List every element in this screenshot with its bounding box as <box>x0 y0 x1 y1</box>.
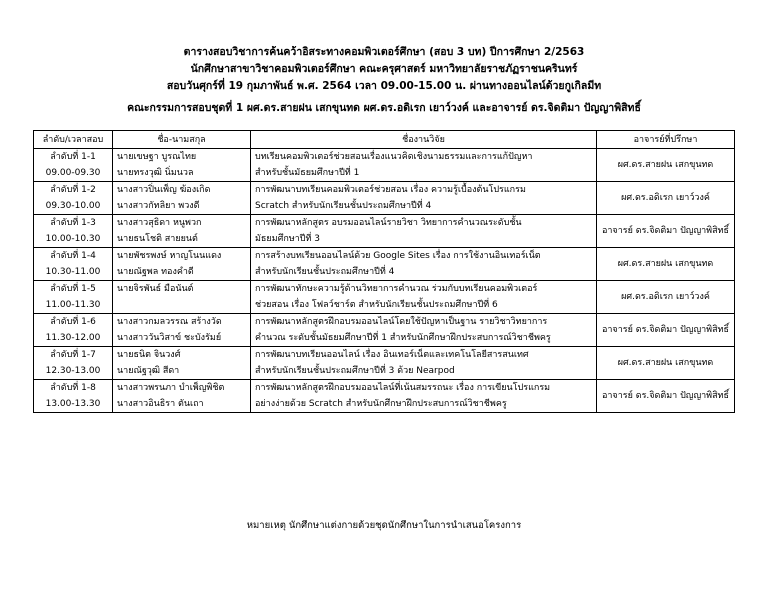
research-title-line: สำหรับนักเรียนชั้นประถมศึกษาปีที่ 3 ด้วย Nearpod <box>255 366 455 376</box>
advisor-cell: ผศ.ดร.สายฝน เสกขุนทด <box>597 347 735 380</box>
table-row <box>34 182 735 215</box>
student-name: นายธนิต จินวงศ์ <box>117 350 181 360</box>
seq-time-cell <box>34 281 113 314</box>
research-title-line: การพัฒนาบทเรียนออนไลน์ เรื่อง อินเทอร์เน็ตและเทคโนโลยีสารสนเทศ <box>255 350 529 360</box>
research-title-line: มัธยมศึกษาปีที่ 3 <box>255 234 321 244</box>
header-name: ชื่อ-นามสกุล <box>113 131 251 149</box>
exam-time: 12.30-13.00 <box>45 366 101 376</box>
document-title: ตารางสอบวิชาการค้นคว้าอิสระทางคอมพิวเตอร์ศึกษา (สอบ 3 บท) ปีการศึกษา 2/2563 <box>183 46 585 58</box>
research-title-line: การพัฒนาบทเรียนคอมพิวเตอร์ช่วยสอน เรื่อง ความรู้เบื้องต้นโปรแกรม <box>255 185 526 195</box>
research-title-cell <box>251 182 597 215</box>
student-name: นางสาวสุธิดา หนูพวก <box>117 218 202 228</box>
advisor-cell: อาจารย์ ดร.จิดติมา ปัญญาพิสิทธิ์ <box>597 314 735 347</box>
names-cell <box>113 380 251 413</box>
table-header-row <box>34 131 735 149</box>
student-name: นายธนโชติ สายยนต์ <box>117 234 198 244</box>
header-seq-time: ลำดับ/เวลาสอบ <box>34 131 113 149</box>
exam-time: 11.00-11.30 <box>45 300 101 310</box>
seq-time-cell <box>34 347 113 380</box>
student-name <box>117 297 246 313</box>
advisor-cell: ผศ.ดร.อดิเรก เยาว์วงค์ <box>597 182 735 215</box>
seq-time-cell <box>34 314 113 347</box>
table-row <box>34 347 735 380</box>
program-line: นักศึกษาสาขาวิชาคอมพิวเตอร์ศึกษา คณะครุศาสตร์ มหาวิทยาลัยราชภัฏราชนครินทร์ <box>190 63 578 75</box>
student-name: นายทรงวุฒิ นิ่มนวล <box>117 168 194 178</box>
advisor-cell: ผศ.ดร.สายฝน เสกขุนทด <box>597 248 735 281</box>
seq-number: ลำดับที่ 1-5 <box>50 284 96 294</box>
header-advisor: อาจารย์ที่ปรึกษา <box>597 131 735 149</box>
names-cell <box>113 347 251 380</box>
student-name: นางสาววันวิสาข์ ชะบังรัมย์ <box>117 333 222 343</box>
seq-number: ลำดับที่ 1-7 <box>50 350 96 360</box>
names-cell <box>113 314 251 347</box>
committee-line: คณะกรรมการสอบชุดที่ 1 ผศ.ดร.สายฝน เสกขุนทด ผศ.ดร.อดิเรก เยาว์วงค์ และอาจารย์ ดร.จิดติมา ปัญญาพิสิทธิ์ <box>127 102 641 114</box>
research-title-cell <box>251 380 597 413</box>
seq-time-cell <box>34 182 113 215</box>
research-title-line: การพัฒนาหลักสูตรฝึกอบรมออนไลน์โดยใช้ปัญหาเป็นฐาน รายวิชาวิทยาการ <box>255 317 548 327</box>
table-row <box>34 314 735 347</box>
seq-number: ลำดับที่ 1-6 <box>50 317 96 327</box>
schedule-table <box>33 130 735 413</box>
research-title-cell <box>251 314 597 347</box>
research-title-line: การพัฒนาหลักสูตร อบรมออนไลน์รายวิชา วิทยาการคำนวณระดับชั้น <box>255 218 522 228</box>
exam-time: 09.30-10.00 <box>45 201 101 211</box>
seq-number: ลำดับที่ 1-1 <box>50 152 96 162</box>
table-row <box>34 215 735 248</box>
seq-time-cell <box>34 149 113 182</box>
header-research-title: ชื่องานวิจัย <box>251 131 597 149</box>
seq-time-cell <box>34 215 113 248</box>
research-title-line: อย่างง่ายด้วย Scratch สำหรับนักศึกษาฝึกประสบการณ์วิชาชีพครู <box>255 399 507 409</box>
document-header <box>0 44 768 95</box>
table-row <box>34 380 735 413</box>
research-title-line: ช่วยสอน เรื่อง โฟลว์ชาร์ต สำหรับนักเรียนชั้นประถมศึกษาปีที่ 6 <box>255 300 498 310</box>
student-name: นางสาวปิ่นเพ็ญ ฆ้องเกิด <box>117 185 211 195</box>
research-title-cell <box>251 248 597 281</box>
advisor-cell: ผศ.ดร.สายฝน เสกขุนทด <box>597 149 735 182</box>
names-cell <box>113 149 251 182</box>
seq-time-cell <box>34 248 113 281</box>
student-name: นางสาวอินธิรา ตันเถา <box>117 399 204 409</box>
advisor-cell: ผศ.ดร.อดิเรก เยาว์วงค์ <box>597 281 735 314</box>
names-cell <box>113 248 251 281</box>
student-name: นายณัฐวุฒิ สีดา <box>117 366 180 376</box>
student-name: นายณัฐพล ทองคำดี <box>117 267 194 277</box>
student-name: นายพัชรพงษ์ หาญโนนแดง <box>117 251 222 261</box>
student-name: นายจิรพันธ์ มือนันต์ <box>117 284 194 294</box>
research-title-line: สำหรับนักเรียนชั้นประถมศึกษาปีที่ 4 <box>255 267 395 277</box>
seq-number: ลำดับที่ 1-4 <box>50 251 96 261</box>
exam-time: 11.30-12.00 <box>45 333 101 343</box>
seq-number: ลำดับที่ 1-2 <box>50 185 96 195</box>
research-title-line: สำหรับชั้นมัธยมศึกษาปีที่ 1 <box>255 168 360 178</box>
seq-time-cell <box>34 380 113 413</box>
research-title-cell <box>251 281 597 314</box>
research-title-line: การสร้างบทเรียนออนไลน์ด้วย Google Sites เรื่อง การใช้งานอินเทอร์เน็ต <box>255 251 541 261</box>
exam-time: 10.30-11.00 <box>45 267 101 277</box>
names-cell <box>113 182 251 215</box>
research-title-line: การพัฒนาหลักสูตรฝึกอบรมออนไลน์ที่เน้นสมรรถนะ เรื่อง การเขียนโปรแกรม <box>255 383 551 393</box>
research-title-cell <box>251 347 597 380</box>
table-row <box>34 149 735 182</box>
exam-time: 09.00-09.30 <box>45 168 101 178</box>
exam-date-line: สอบวันศุกร์ที่ 19 กุมภาพันธ์ พ.ศ. 2564 เวลา 09.00-15.00 น. ผ่านทางออนไลน์ด้วยกูเกิลมีท <box>166 80 602 92</box>
research-title-line: บทเรียนคอมพิวเตอร์ช่วยสอนเรื่องแนวคิดเชิงนามธรรมและการแก้ปัญหา <box>255 152 533 162</box>
footer-note: หมายเหตุ นักศึกษาแต่งกายด้วยชุดนักศึกษาในการนำเสนอโครงการ <box>246 520 522 531</box>
student-name: นางสาวกมลวรรณ สร้างวัด <box>117 317 222 327</box>
student-name: นางสาวกัทลิยา พวงดี <box>117 201 200 211</box>
student-name: นางสาวพรนภา บำเพ็ญพิชิต <box>117 383 225 393</box>
research-title-line: การพัฒนาทักษะความรู้ด้านวิทยาการคำนวณ ร่วมกับบทเรียนคอมพิวเตอร์ <box>255 284 538 294</box>
seq-number: ลำดับที่ 1-8 <box>50 383 96 393</box>
research-title-line: คำนวณ ระดับชั้นมัธยมศึกษาปีที่ 1 สำหรับนักศึกษาฝึกประสบการณ์วิชาชีพครู <box>255 333 551 343</box>
advisor-cell: อาจารย์ ดร.จิดติมา ปัญญาพิสิทธิ์ <box>597 380 735 413</box>
names-cell <box>113 215 251 248</box>
exam-time: 10.00-10.30 <box>45 234 101 244</box>
research-title-line: Scratch สำหรับนักเรียนชั้นประถมศึกษาปีที่ 4 <box>255 201 432 211</box>
names-cell <box>113 281 251 314</box>
exam-time: 13.00-13.30 <box>45 399 101 409</box>
table-row <box>34 248 735 281</box>
table-row <box>34 281 735 314</box>
advisor-cell: อาจารย์ ดร.จิดติมา ปัญญาพิสิทธิ์ <box>597 215 735 248</box>
research-title-cell <box>251 149 597 182</box>
research-title-cell <box>251 215 597 248</box>
student-name: นายเขษฐา บูรณไทย <box>117 152 197 162</box>
seq-number: ลำดับที่ 1-3 <box>50 218 96 228</box>
